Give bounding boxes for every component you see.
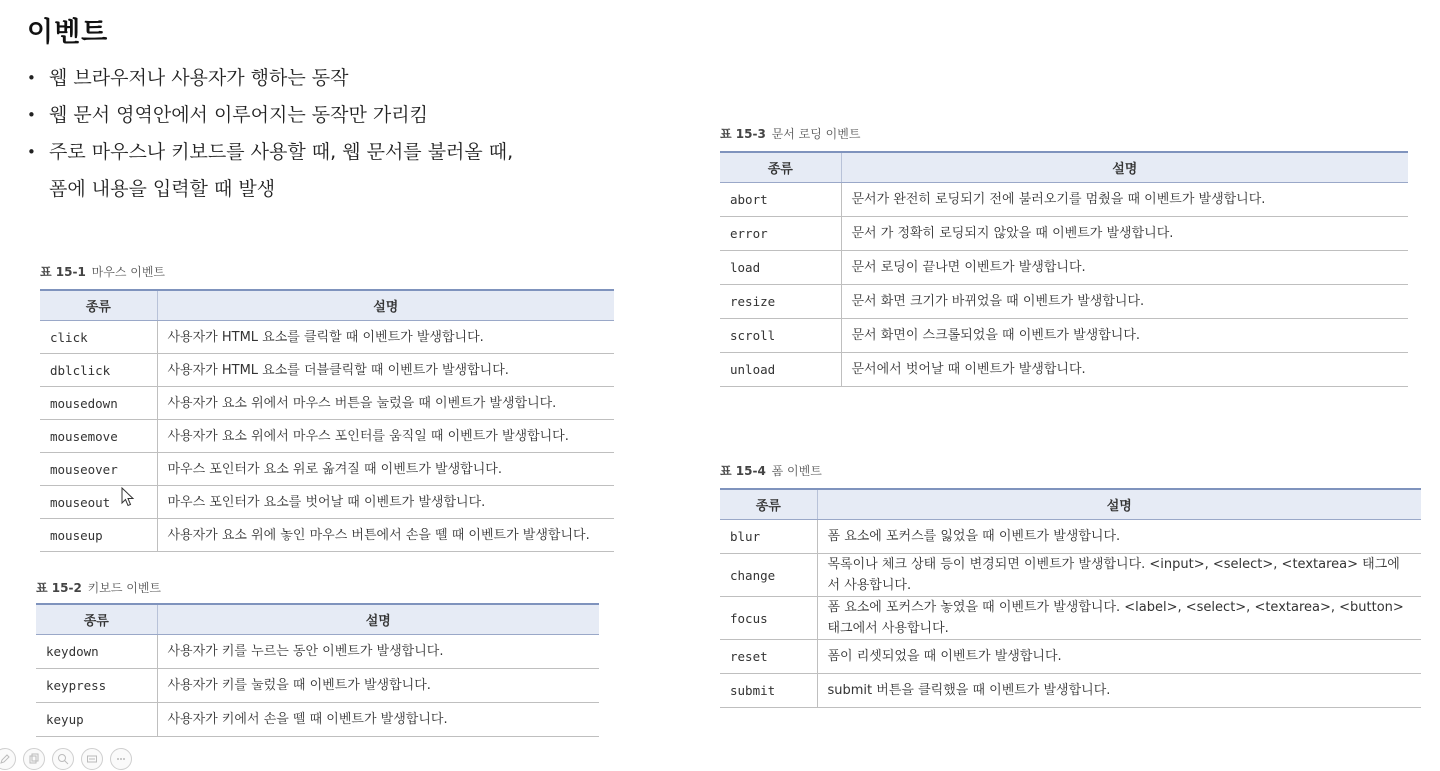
event-description-cell: 문서에서 벗어날 때 이벤트가 발생합니다.: [841, 353, 1408, 387]
caption-number: 표 15-1: [40, 265, 86, 279]
event-name-cell: keyup: [36, 703, 157, 737]
event-description-cell: 사용자가 키를 누르는 동안 이벤트가 발생합니다.: [157, 635, 599, 669]
event-description-cell: 사용자가 HTML 요소를 더블클릭할 때 이벤트가 발생합니다.: [157, 354, 614, 387]
table-row: [40, 354, 614, 387]
keyboard-events-table: [36, 603, 599, 737]
caption-text: 문서 로딩 이벤트: [771, 127, 861, 141]
event-name-cell: load: [720, 251, 841, 285]
header-description: 설명: [157, 604, 599, 635]
table-header-row: [720, 152, 1408, 183]
table-row: [720, 674, 1421, 708]
mouse-cursor-icon: [121, 487, 135, 507]
event-description-cell: submit 버튼을 클릭했을 때 이벤트가 발생합니다.: [817, 674, 1421, 708]
event-name-cell: click: [40, 321, 157, 354]
header-type: 종류: [40, 290, 157, 321]
event-name-cell: scroll: [720, 319, 841, 353]
header-description: 설명: [841, 152, 1408, 183]
event-description-cell: 폼 요소에 포커스가 놓였을 때 이벤트가 발생합니다. <label>, <select>, <textarea>, <button> 태그에서 사용합니다.: [817, 597, 1421, 640]
caption-number: 표 15-2: [36, 581, 82, 595]
table-row: [36, 703, 599, 737]
table-row: [36, 635, 599, 669]
table-row: [720, 640, 1421, 674]
slide-title: 이벤트: [27, 17, 109, 48]
caption-text: 폼 이벤트: [771, 464, 822, 478]
header-description: 설명: [817, 489, 1421, 520]
table-header-row: [40, 290, 614, 321]
event-description-cell: 목록이나 체크 상태 등이 변경되면 이벤트가 발생합니다. <input>, <select>, <textarea> 태그에서 사용합니다.: [817, 554, 1421, 597]
table-row: [720, 285, 1408, 319]
event-description-cell: 사용자가 HTML 요소를 클릭할 때 이벤트가 발생합니다.: [157, 321, 614, 354]
zoom-icon[interactable]: [52, 748, 74, 770]
event-name-cell: error: [720, 217, 841, 251]
event-name-cell: mousedown: [40, 387, 157, 420]
form-events-table: [720, 488, 1421, 708]
event-description-cell: 문서 가 정확히 로딩되지 않았을 때 이벤트가 발생합니다.: [841, 217, 1408, 251]
caption-text: 마우스 이벤트: [91, 265, 166, 279]
table-row: [720, 183, 1408, 217]
table-header-row: [36, 604, 599, 635]
event-name-cell: submit: [720, 674, 817, 708]
event-name-cell: keydown: [36, 635, 157, 669]
event-description-cell: 마우스 포인터가 요소를 벗어날 때 이벤트가 발생합니다.: [157, 486, 614, 519]
subtitles-icon[interactable]: [81, 748, 103, 770]
event-description-cell: 폼 요소에 포커스를 잃었을 때 이벤트가 발생합니다.: [817, 520, 1421, 554]
event-description-cell: 문서가 완전히 로딩되기 전에 불러오기를 멈췄을 때 이벤트가 발생합니다.: [841, 183, 1408, 217]
copy-slide-icon[interactable]: [23, 748, 45, 770]
table-row: [36, 669, 599, 703]
event-name-cell: resize: [720, 285, 841, 319]
pen-icon[interactable]: [0, 748, 16, 770]
header-type: 종류: [36, 604, 157, 635]
caption-number: 표 15-3: [720, 127, 766, 141]
more-icon[interactable]: [110, 748, 132, 770]
event-name-cell: reset: [720, 640, 817, 674]
table-caption-form: [720, 462, 822, 479]
event-description-cell: 사용자가 요소 위에서 마우스 버튼을 눌렀을 때 이벤트가 발생합니다.: [157, 387, 614, 420]
event-name-cell: dblclick: [40, 354, 157, 387]
event-description-cell: 사용자가 키를 눌렀을 때 이벤트가 발생합니다.: [157, 669, 599, 703]
header-type: 종류: [720, 152, 841, 183]
bullet-continuation: 폼에 내용을 입력할 때 발생: [49, 178, 276, 200]
table-caption-keyboard: [36, 579, 161, 596]
bullet-list: [27, 60, 647, 208]
header-type: 종류: [720, 489, 817, 520]
event-name-cell: mouseover: [40, 453, 157, 486]
table-row: [720, 251, 1408, 285]
document-loading-events-table: [720, 151, 1408, 387]
table-row: [40, 453, 614, 486]
event-description-cell: 사용자가 요소 위에 놓인 마우스 버튼에서 손을 뗄 때 이벤트가 발생합니다.: [157, 519, 614, 552]
bullet-item: • 웹 문서 영역안에서 이루어지는 동작만 가리킴: [27, 97, 647, 134]
table-row: [40, 321, 614, 354]
table-row: [40, 387, 614, 420]
event-name-cell: blur: [720, 520, 817, 554]
header-description: 설명: [157, 290, 614, 321]
bullet-item: • 웹 브라우저나 사용자가 행하는 동작: [27, 60, 647, 97]
event-name-cell: mouseout: [40, 486, 157, 519]
event-description-cell: 문서 화면 크기가 바뀌었을 때 이벤트가 발생합니다.: [841, 285, 1408, 319]
table-header-row: [720, 489, 1421, 520]
table-row: [720, 554, 1421, 597]
event-name-cell: abort: [720, 183, 841, 217]
event-description-cell: 마우스 포인터가 요소 위로 옮겨질 때 이벤트가 발생합니다.: [157, 453, 614, 486]
event-description-cell: 문서 화면이 스크롤되었을 때 이벤트가 발생합니다.: [841, 319, 1408, 353]
event-description-cell: 문서 로딩이 끝나면 이벤트가 발생합니다.: [841, 251, 1408, 285]
table-caption-mouse: [40, 263, 165, 280]
table-row: [40, 420, 614, 453]
bullet-item: • 주로 마우스나 키보드를 사용할 때, 웹 문서를 불러올 때,: [27, 134, 647, 171]
mouse-events-table: [40, 289, 614, 552]
caption-text: 키보드 이벤트: [87, 581, 162, 595]
table-row: [720, 217, 1408, 251]
event-name-cell: change: [720, 554, 817, 597]
table-row: [720, 597, 1421, 640]
event-name-cell: unload: [720, 353, 841, 387]
event-description-cell: 사용자가 키에서 손을 뗄 때 이벤트가 발생합니다.: [157, 703, 599, 737]
table-row: [40, 519, 614, 552]
event-name-cell: mousemove: [40, 420, 157, 453]
table-row: [720, 319, 1408, 353]
event-description-cell: 사용자가 요소 위에서 마우스 포인터를 움직일 때 이벤트가 발생합니다.: [157, 420, 614, 453]
presentation-toolbar: [0, 748, 132, 770]
event-description-cell: 폼이 리셋되었을 때 이벤트가 발생합니다.: [817, 640, 1421, 674]
event-name-cell: keypress: [36, 669, 157, 703]
table-caption-document: [720, 125, 860, 142]
table-row: [720, 520, 1421, 554]
event-name-cell: focus: [720, 597, 817, 640]
event-name-cell: mouseup: [40, 519, 157, 552]
caption-number: 표 15-4: [720, 464, 766, 478]
table-row: [720, 353, 1408, 387]
